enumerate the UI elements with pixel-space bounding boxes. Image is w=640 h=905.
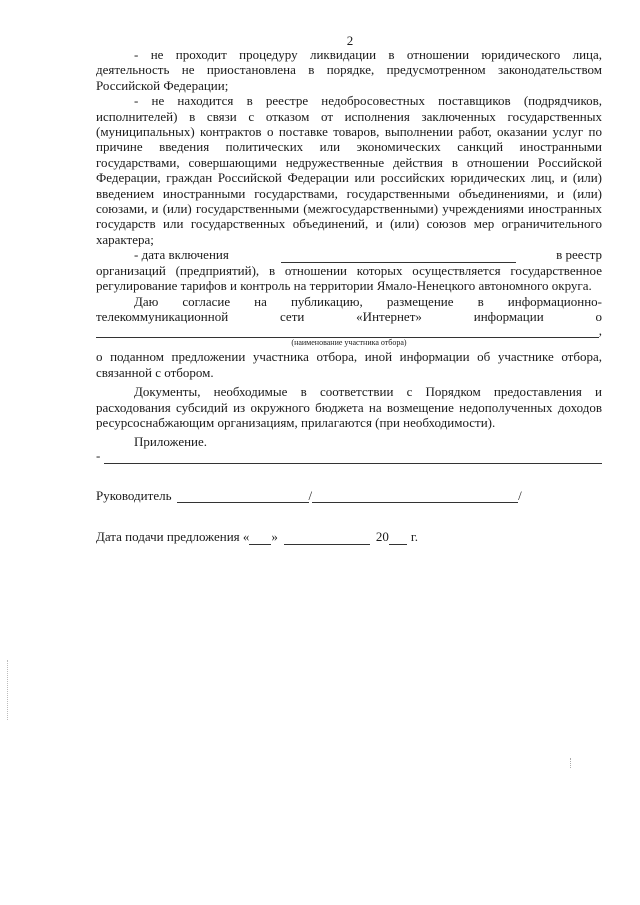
date-month-blank bbox=[284, 533, 370, 545]
head-signature-blank bbox=[177, 491, 309, 503]
head-signature-row bbox=[96, 488, 602, 503]
appendix-line bbox=[96, 450, 602, 464]
date-year-blank bbox=[389, 533, 407, 545]
appendix-dash: - bbox=[96, 448, 101, 464]
participant-name-line: , bbox=[96, 324, 602, 338]
head-name-blank bbox=[312, 491, 518, 503]
participant-caption: (наименование участника отбора) bbox=[291, 338, 407, 348]
date-mid: » bbox=[271, 529, 278, 545]
document-body bbox=[96, 47, 602, 545]
date-year: 20 bbox=[375, 529, 389, 545]
scan-margin-mark bbox=[7, 660, 9, 720]
consent-text: Даю согласие на публикацию, размещение в информационно-телекоммуникационной сети «Интернет» информации о bbox=[96, 293, 602, 324]
inclusion-suffix: в реестр bbox=[556, 247, 602, 263]
appendix-label: Приложение. bbox=[134, 434, 208, 450]
appendix-blank bbox=[104, 452, 602, 464]
inclusion-prefix: - дата включения bbox=[134, 247, 229, 263]
date-prefix: Дата подачи предложения « bbox=[96, 529, 250, 545]
inclusion-date-blank bbox=[281, 251, 516, 263]
participant-name-blank bbox=[96, 326, 599, 338]
scan-mark bbox=[570, 758, 572, 768]
submission-date-row bbox=[96, 529, 602, 544]
inclusion-rest: организаций (предприятий), в отношении которых осуществляется государственное регулирование тарифов и контроль на территории Ямало-Ненецкого автономного округа. bbox=[96, 262, 602, 294]
consent-rest: о поданном предложении участника отбора, иной информации об участнике отбора, связанной с отбором. bbox=[96, 349, 602, 380]
head-label: Руководитель bbox=[96, 487, 172, 503]
slash-1: / bbox=[308, 487, 313, 503]
item-liquidation: - не проходит процедуру ликвидации в отношении юридического лица, деятельность не приостановлена в порядке, предусмотренном законодательством Российской Федерации; bbox=[96, 47, 602, 93]
item-inclusion-date bbox=[96, 247, 602, 262]
item-registry: - не находится в реестре недобросовестных поставщиков (подрядчиков, исполнителей) в связи с отказом от исполнения заключенных государственных (муниципальных) контрактов о поставке товаров, выполнении работ, оказании услуг по причине введения политических или экономических санкций иностранными государствами, совершающими недружественные действия в отношении Российской Федерации, граждан Российской Федерации или российских юридических лиц, и (или) введением иностранными государствами, государственными объединениями, и (или) союзами, и (или) государственными (межгосударственными) учреждениями иностранных государств или государственных объединений, и (или) союзов мер ограничительного характера; bbox=[96, 93, 602, 247]
date-suffix: г. bbox=[410, 529, 419, 545]
page-number: 2 bbox=[346, 33, 354, 48]
documents-text: Документы, необходимые в соответствии с Порядком предоставления и расходования субсидий из окружного бюджета на возмещение недополученных доходов ресурсоснабжающим организациям, прилагаются (при необходимости). bbox=[96, 384, 602, 430]
date-day-blank bbox=[249, 533, 271, 545]
slash-2: / bbox=[518, 487, 522, 503]
